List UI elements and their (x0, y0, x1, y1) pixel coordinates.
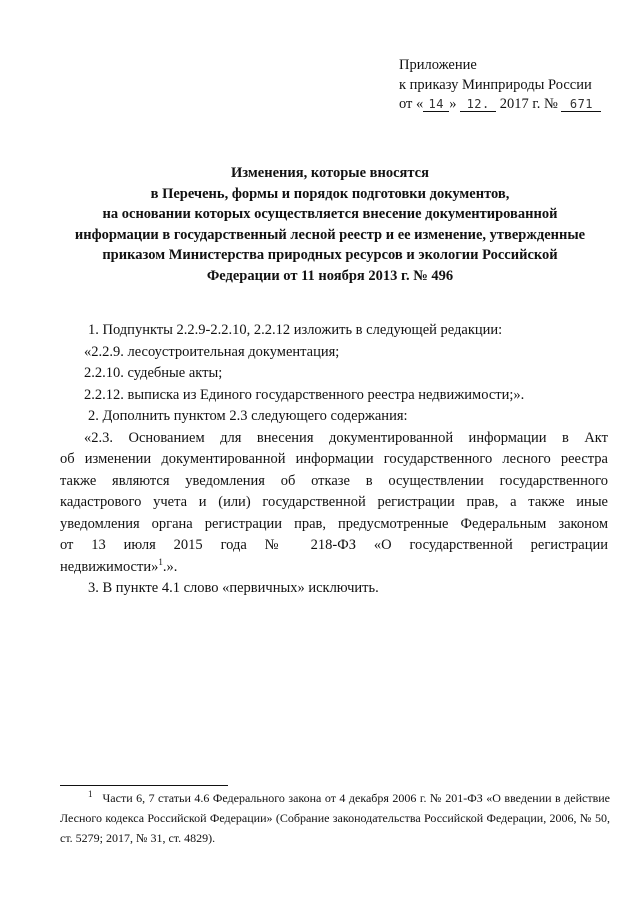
appendix-header (399, 56, 629, 115)
paragraph-line: также являются уведомления об отказе в осуществлении государственного (60, 472, 608, 489)
title-line: на основании которых осуществляется внесение документированной (102, 206, 558, 222)
title-line: информации в государственный лесной реестр и ее изменение, утвержденные (74, 226, 586, 243)
footnote-mark: 1 (88, 789, 93, 799)
item-3: 3. В пункте 4.1 слово «первичных» исключить. (88, 580, 379, 596)
date-year-text: 2017 г. № (499, 96, 558, 112)
paragraph-last-line (60, 557, 608, 579)
footnote-divider (60, 785, 228, 786)
paragraph-line: кадастрового учета и (или) государственной регистрации прав, а также иные (60, 494, 608, 510)
item-1-subpoint-2212: 2.2.12. выписка из Единого государственного реестра недвижимости;». (84, 386, 525, 403)
footnote (60, 788, 610, 848)
date-quote-close: » (449, 96, 457, 112)
paragraph-end: .». (162, 558, 178, 575)
item-1-subpoint-2210: 2.2.10. судебные акты; (84, 365, 223, 381)
title-line: Федерации от 11 ноября 2013 г. № 496 (206, 267, 454, 284)
date-month: 12. (460, 97, 496, 112)
title-line: приказом Министерства природных ресурсов и экологии Российской (102, 247, 558, 263)
document-body (60, 320, 608, 600)
paragraph-line: «2.3. Основанием для внесения документированной информации в Акт (84, 429, 608, 446)
item-1: 1. Подпункты 2.2.9-2.2.10, 2.2.12 изложить в следующей редакции: (88, 322, 503, 338)
date-day: 14 (423, 97, 449, 112)
document-title (60, 163, 600, 286)
paragraph-last-text: недвижимости» (60, 558, 159, 575)
order-number: 671 (561, 97, 601, 112)
date-prefix: от « (399, 96, 424, 112)
appendix-date-line (399, 95, 629, 115)
footnote-reference: 1 (158, 556, 163, 567)
item-2-paragraph-23 (60, 428, 608, 579)
paragraph-line: от 13 июля 2015 года № 218-ФЗ «О государственной регистрации (60, 537, 608, 553)
paragraph-line: уведомления органа регистрации прав, предусмотренные Федеральным законом (60, 515, 608, 532)
item-1-subpoint-229: «2.2.9. лесоустроительная документация; (84, 343, 340, 360)
paragraph-line: об изменении документированной информации государственного лесного реестра (60, 451, 608, 467)
appendix-title: Приложение (399, 57, 477, 73)
title-line: в Перечень, формы и порядок подготовки документов, (150, 185, 510, 202)
footnote-text: Части 6, 7 статьи 4.6 Федерального закона от 4 декабря 2006 г. № 201-ФЗ «О введении в действие Лесного кодекса Российской Федерации» (Собрание законодательства Российской Федерации, 2006, № 50, ст. 5279; 2017, № 31, ст. 4829). (60, 791, 610, 845)
appendix-order-ref: к приказу Минприроды России (399, 76, 592, 93)
title-line: Изменения, которые вносятся (231, 165, 429, 181)
item-2: 2. Дополнить пунктом 2.3 следующего содержания: (88, 408, 408, 424)
